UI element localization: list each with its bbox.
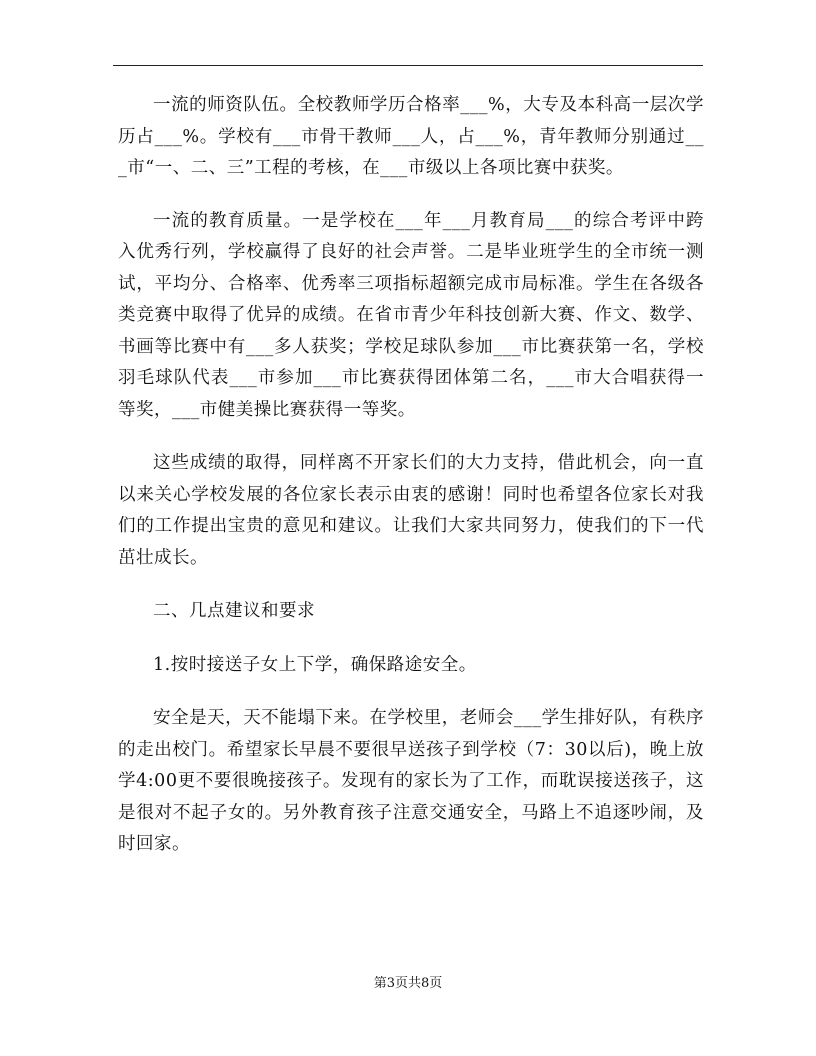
header-rule: [113, 65, 703, 66]
paragraph-safety: 安全是天，天不能塌下来。在学校里，老师会___学生排好队，有秩序的走出校门。希望家长早晨不要很早送孩子到学校（7：30以后)，晚上放学4:00更不要很晚接孩子。发现有的家长为了工作，而耽误接送孩子，这是很对不起子女的。另外教育孩子注意交通安全，马路上不追逐吵闹，及时回家。: [118, 708, 704, 854]
section-heading: 二、几点建议和要求: [153, 601, 315, 621]
subheading-item-1: 1.按时接送子女上下学，确保路途安全。: [153, 654, 477, 675]
paragraph-thanks: 这些成绩的取得，同样离不开家长们的大力支持，借此机会，向一直以来关心学校发展的各位家长表示由衷的感谢！同时也希望各位家长对我们的工作提出宝贵的意见和建议。让我们大家共同努力，使我们的下一代茁壮成长。: [118, 453, 704, 568]
paragraph-teachers: 一流的师资队伍。全校教师学历合格率___%，大专及本科高一层次学历占___%。学校有___市骨干教师___人，占___%，青年教师分别通过___市“一、二、三”工程的考核，在___市级以上各项比赛中获奖。: [118, 95, 704, 178]
paragraph-quality: 一流的教育质量。一是学校在___年___月教育局___的综合考评中跨入优秀行列，学校赢得了良好的社会声誉。二是毕业班学生的全市统一测试，平均分、合格率、优秀率三项指标超额完成市局标准。学生在各级各类竞赛中取得了优异的成绩。在省市青少年科技创新大赛、作文、数学、书画等比赛中有___多人获奖；学校足球队参加___市比赛获第一名，学校羽毛球队代表___市参加___市比赛获得团体第二名，___市大合唱获得一等奖，___市健美操比赛获得一等奖。: [118, 210, 704, 420]
document-body: [118, 90, 704, 861]
page-number: 第3页共8页: [373, 976, 443, 991]
